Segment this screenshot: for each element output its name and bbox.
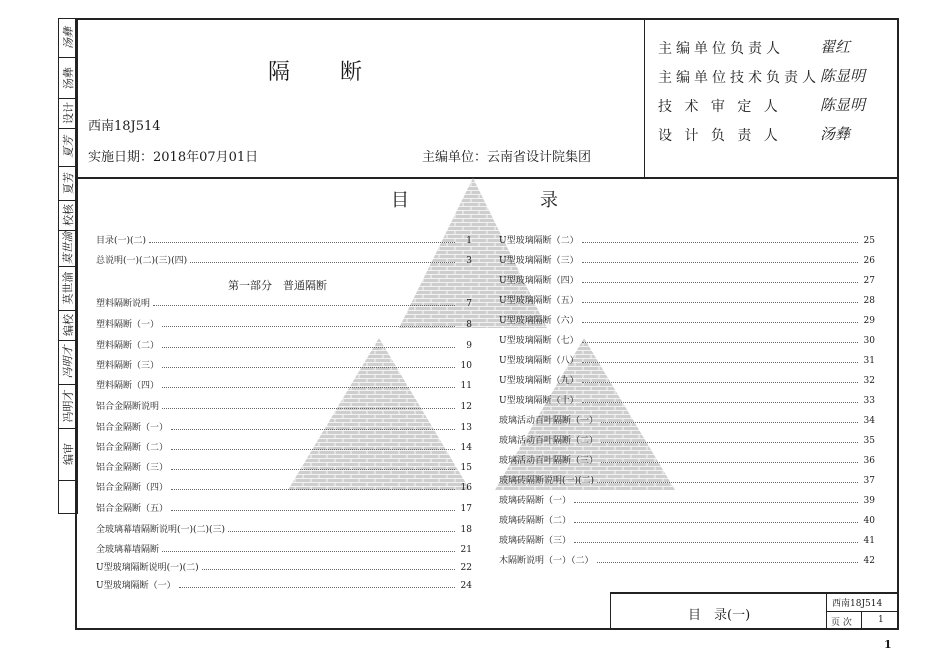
toc-entry-page: 24: [460, 581, 472, 591]
responsible-signature: 陈显明: [820, 67, 866, 85]
toc-entry[interactable]: [499, 453, 875, 469]
drawing-title: 隔 断: [268, 60, 365, 85]
side-label: 冯明才: [59, 384, 76, 429]
toc-leader-dots: [582, 374, 858, 383]
toc-entry-page: 3: [466, 256, 472, 266]
toc-entry-title: U型玻璃隔断（一）: [96, 581, 176, 591]
toc-entry-page: 17: [460, 504, 472, 514]
toc-entry-page: 34: [863, 416, 875, 426]
side-signature: 夏芳: [59, 128, 76, 167]
toc-entry-page: 37: [863, 476, 875, 486]
toc-leader-dots: [582, 234, 858, 243]
toc-entry[interactable]: [96, 253, 472, 269]
toc-entry[interactable]: [499, 393, 875, 409]
toc-leader-dots: [162, 339, 455, 348]
toc-entry[interactable]: [96, 317, 472, 333]
toc-entry-page: 12: [460, 402, 472, 412]
toc-entry-title: 木隔断说明（一）（二）: [499, 556, 594, 566]
toc-entry[interactable]: [499, 253, 875, 269]
toc-entry[interactable]: [96, 578, 472, 594]
toc-entry[interactable]: [499, 513, 875, 529]
toc-entry-title: U型玻璃隔断（五）: [499, 296, 579, 306]
responsible-role: 主编单位技术负责人: [658, 70, 820, 86]
toc-entry[interactable]: [499, 473, 875, 489]
toc-entry[interactable]: [499, 273, 875, 289]
toc-leader-dots: [582, 274, 858, 283]
toc-entry-page: 31: [863, 356, 875, 366]
toc-leader-dots: [171, 502, 455, 511]
toc-entry-page: 9: [466, 341, 472, 351]
toc-entry[interactable]: [499, 493, 875, 509]
side-label: 莫世渝: [59, 266, 76, 311]
effective-date: 实施日期：2018年07月01日: [88, 150, 259, 165]
side-label: 校核: [59, 200, 76, 231]
toc-entry-page: 42: [863, 556, 875, 566]
toc-entry-title: 全玻璃幕墙隔断: [96, 545, 160, 555]
side-signature: 莫世渝: [59, 230, 76, 267]
chief-organization: 主编单位：云南省设计院集团: [422, 150, 592, 165]
footer-top-line: [610, 592, 899, 594]
side-label: 编审: [59, 428, 76, 481]
page-number: 1: [884, 638, 892, 651]
toc-entry-page: 26: [863, 256, 875, 266]
toc-entry[interactable]: [96, 233, 472, 249]
toc-entry-title: 塑料隔断（三）: [96, 361, 160, 371]
responsible-role: 主编单位负责人: [658, 41, 784, 57]
sheet-title: 目 录(一): [688, 608, 751, 623]
toc-entry-title: 铝合金隔断（二）: [96, 443, 169, 453]
toc-leader-dots: [601, 454, 858, 463]
toc-leader-dots: [582, 334, 858, 343]
toc-leader-dots: [149, 234, 455, 243]
toc-entry[interactable]: [499, 433, 875, 449]
toc-entry[interactable]: [96, 338, 472, 354]
toc-entry-page: 7: [466, 299, 472, 309]
toc-entry-page: 36: [863, 456, 875, 466]
toc-entry[interactable]: [499, 373, 875, 389]
toc-entry-title: 铝合金隔断（三）: [96, 463, 169, 473]
toc-entry-page: 21: [460, 545, 472, 555]
toc-leader-dots: [597, 474, 858, 483]
toc-entry[interactable]: [499, 553, 875, 569]
toc-leader-dots: [171, 441, 455, 450]
toc-entry-title: 玻璃活动百叶隔断（三）: [499, 456, 599, 466]
page-label: 页 次: [831, 618, 852, 628]
toc-entry-title: 塑料隔断（四）: [96, 381, 160, 391]
toc-leader-dots: [162, 400, 455, 409]
section-heading: 第一部分 普通隔断: [228, 279, 327, 292]
responsible-signature: 陈显明: [820, 96, 866, 114]
toc-leader-dots: [582, 314, 858, 323]
toc-leader-dots: [162, 318, 455, 327]
toc-entry-title: 塑料隔断（一）: [96, 320, 160, 330]
toc-entry[interactable]: [96, 358, 472, 374]
toc-entry-page: 1: [466, 236, 472, 246]
toc-entry[interactable]: [499, 533, 875, 549]
toc-entry-page: 28: [863, 296, 875, 306]
toc-entry[interactable]: [96, 378, 472, 394]
side-label: 编校: [59, 310, 76, 341]
responsible-role: 设 计 负 责 人: [658, 128, 782, 144]
side-label: 汤彝: [59, 57, 76, 99]
toc-entry-title: 玻璃砖隔断（一）: [499, 496, 572, 506]
toc-entry-page: 22: [460, 563, 472, 573]
toc-entry-title: 塑料隔断说明: [96, 299, 151, 309]
toc-title-left: 目: [391, 190, 409, 211]
toc-leader-dots: [162, 543, 455, 552]
toc-entry-title: U型玻璃隔断（七）: [499, 336, 579, 346]
side-label: 夏芳: [59, 166, 76, 201]
toc-entry[interactable]: [96, 480, 472, 496]
responsible-divider: [644, 18, 645, 178]
toc-entry[interactable]: [499, 313, 875, 329]
toc-entry-title: 全玻璃幕墙隔断说明(一)(二)(三): [96, 525, 226, 535]
side-label: 设计: [59, 98, 76, 129]
sheet-code: 西南18J514: [832, 599, 883, 609]
toc-entry-page: 16: [460, 483, 472, 493]
toc-entry[interactable]: [96, 399, 472, 415]
toc-leader-dots: [597, 554, 858, 563]
toc-entry[interactable]: [96, 460, 472, 476]
toc-entry-title: U型玻璃隔断（四）: [499, 276, 579, 286]
toc-entry-page: 11: [460, 381, 472, 391]
toc-entry-title: U型玻璃隔断（二）: [499, 236, 579, 246]
toc-entry-page: 15: [460, 463, 472, 473]
toc-entry-title: 目录(一)(二): [96, 236, 147, 246]
toc-entry-title: U型玻璃隔断（六）: [499, 316, 579, 326]
toc-leader-dots: [171, 421, 455, 430]
toc-entry-title: 铝合金隔断说明: [96, 402, 160, 412]
toc-entry-page: 32: [863, 376, 875, 386]
toc-leader-dots: [190, 254, 455, 263]
toc-entry[interactable]: [499, 413, 875, 429]
toc-entry-page: 18: [460, 525, 472, 535]
toc-entry-title: 铝合金隔断（一）: [96, 423, 169, 433]
responsible-signature: 翟红: [820, 38, 851, 56]
toc-leader-dots: [202, 561, 455, 570]
toc-entry[interactable]: [96, 522, 472, 538]
toc-entry[interactable]: [499, 293, 875, 309]
page-value: 1: [878, 615, 884, 625]
toc-leader-dots: [162, 359, 455, 368]
toc-entry-title: U型玻璃隔断（九）: [499, 376, 579, 386]
toc-leader-dots: [162, 379, 455, 388]
toc-leader-dots: [574, 514, 858, 523]
toc-entry[interactable]: [96, 296, 472, 312]
toc-entry-page: 39: [863, 496, 875, 506]
toc-entry-page: 30: [863, 336, 875, 346]
toc-leader-dots: [582, 354, 858, 363]
toc-entry-page: 13: [460, 423, 472, 433]
toc-entry-page: 14: [460, 443, 472, 453]
responsible-signature: 汤彝: [820, 125, 851, 143]
side-signature: 冯明才: [59, 340, 76, 385]
toc-entry-page: 33: [863, 396, 875, 406]
toc-entry-title: U型玻璃隔断（三）: [499, 256, 579, 266]
toc-entry[interactable]: [96, 501, 472, 517]
toc-entry-title: U型玻璃隔断说明(一)(二): [96, 563, 199, 573]
footer-left-line: [610, 592, 611, 630]
toc-entry-page: 29: [863, 316, 875, 326]
standard-code: 西南18J514: [88, 119, 161, 134]
toc-entry-title: 玻璃砖隔断（二）: [499, 516, 572, 526]
toc-entry-page: 35: [863, 436, 875, 446]
responsible-role: 技 术 审 定 人: [658, 99, 782, 115]
toc-entry-title: 玻璃活动百叶隔断（二）: [499, 436, 599, 446]
toc-entry[interactable]: [96, 542, 472, 558]
toc-entry-page: 41: [863, 536, 875, 546]
toc-leader-dots: [228, 523, 455, 532]
toc-entry[interactable]: [96, 560, 472, 576]
toc-entry-title: 总说明(一)(二)(三)(四): [96, 256, 188, 266]
toc-entry-page: 27: [863, 276, 875, 286]
toc-entry-page: 10: [460, 361, 472, 371]
footer-page-line: [861, 611, 862, 630]
side-signature: 汤彝: [59, 19, 76, 58]
toc-entry-title: 铝合金隔断（五）: [96, 504, 169, 514]
toc-leader-dots: [179, 579, 455, 588]
toc-entry-title: 玻璃活动百叶隔断（一）: [499, 416, 599, 426]
toc-leader-dots: [153, 297, 455, 306]
toc-entry-title: U型玻璃隔断（十）: [499, 396, 579, 406]
toc-entry-title: 玻璃砖隔断说明(一)(二): [499, 476, 595, 486]
toc-leader-dots: [601, 434, 858, 443]
toc-entry-title: 玻璃砖隔断（三）: [499, 536, 572, 546]
toc-leader-dots: [601, 414, 858, 423]
toc-entry-page: 25: [863, 236, 875, 246]
footer-cell-line: [826, 611, 899, 612]
toc-entry[interactable]: [96, 420, 472, 436]
toc-leader-dots: [582, 394, 858, 403]
toc-leader-dots: [171, 481, 455, 490]
toc-entry[interactable]: [499, 353, 875, 369]
toc-entry-title: 塑料隔断（二）: [96, 341, 160, 351]
toc-leader-dots: [582, 254, 858, 263]
toc-leader-dots: [574, 494, 858, 503]
toc-entry-page: 40: [863, 516, 875, 526]
toc-entry[interactable]: [96, 440, 472, 456]
toc-entry-title: 铝合金隔断（四）: [96, 483, 169, 493]
toc-entry[interactable]: [499, 233, 875, 249]
toc-leader-dots: [582, 294, 858, 303]
toc-entry-title: U型玻璃隔断（八）: [499, 356, 579, 366]
toc-leader-dots: [171, 461, 455, 470]
toc-entry[interactable]: [499, 333, 875, 349]
toc-title-right: 录: [540, 190, 558, 211]
toc-entry-page: 8: [466, 320, 472, 330]
toc-leader-dots: [574, 534, 858, 543]
